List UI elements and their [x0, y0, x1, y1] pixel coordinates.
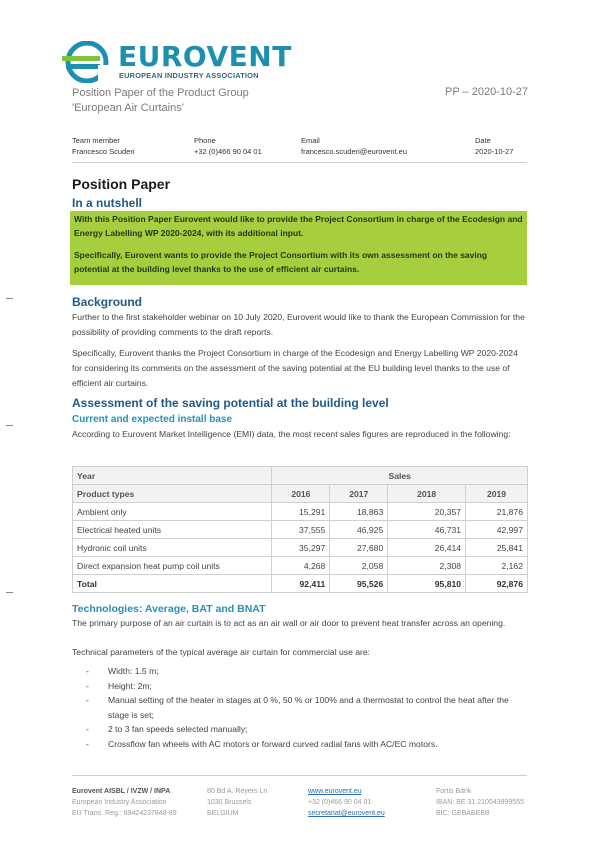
footer-bank-name: Fortis Bank	[436, 788, 472, 795]
date-label: Date	[475, 136, 491, 145]
nutshell-heading: In a nutshell	[72, 196, 143, 210]
footer-org-name: Eurovent AISBL / IVZW / INPA	[72, 788, 171, 795]
cell-value: 2,308	[388, 557, 466, 575]
cell-value: 27,680	[330, 539, 388, 557]
footer-street: 80 Bd A. Reyers Ln	[207, 788, 268, 795]
page-title: Position Paper	[72, 176, 171, 192]
footer-organization	[72, 786, 177, 819]
list-item: - 2 to 3 fan speeds selected manually;	[86, 724, 248, 734]
footer-phone: +32 (0)466 90 04 01	[308, 799, 372, 806]
technologies-heading: Technologies: Average, BAT and BNAT	[72, 603, 266, 615]
team-value: Francesco Scuderi	[72, 147, 135, 156]
row-label: Electrical heated units	[73, 521, 272, 539]
product-types-header: Product types	[73, 485, 272, 503]
eurovent-logo	[62, 40, 292, 84]
list-item-text: 2 to 3 fan speeds selected manually;	[108, 724, 248, 734]
year-2016-header: 2016	[272, 485, 330, 503]
nutshell-highlight	[70, 211, 527, 285]
row-label: Direct expansion heat pump coil units	[73, 557, 272, 575]
footer-address	[207, 786, 267, 819]
cell-value: 2,058	[330, 557, 388, 575]
cell-value: 15,291	[272, 503, 330, 521]
table-row	[73, 503, 528, 521]
phone-value: +32 (0)466 90 04 01	[194, 147, 262, 156]
cell-value: 20,357	[388, 503, 466, 521]
margin-mark	[6, 298, 13, 299]
cell-value: 46,731	[388, 521, 466, 539]
cell-value: 2,162	[466, 557, 528, 575]
nutshell-paragraph-1: With this Position Paper Eurovent would like to provide the Project Consortium in charge of the Ecodesign and Energy Labelling WP 2020-2024, with its additional input.	[74, 214, 523, 238]
logo-wordmark: EUROVENT	[118, 40, 292, 73]
footer-org-type: European Industry Association	[72, 799, 167, 806]
background-paragraph-2: Specifically, Eurovent thanks the Project Consortium in charge of the Ecodesign and Energy Labelling WP 2020-2024 for considering its comments on the assessment of the saving potential at the EU building level thanks to the use of efficient air curtains.	[72, 348, 518, 388]
list-item-text: Manual setting of the heater in stages at 0 %, 50 % or 100% and a thermostat to control the heat after the stage is set;	[108, 695, 509, 720]
footer-website-link[interactable]: www.eurovent.eu	[308, 788, 362, 795]
list-item: - Crossflow fan wheels with AC motors or forward curved radial fans with AC/EC motors.	[86, 738, 438, 749]
table-row	[73, 521, 528, 539]
install-base-subheading: Current and expected install base	[72, 414, 233, 425]
list-item-text: Width: 1.5 m;	[108, 666, 159, 676]
meta-date	[475, 135, 513, 157]
parameters-list	[86, 664, 526, 751]
eurovent-logo-icon	[62, 41, 112, 83]
year-2019-header: 2019	[466, 485, 528, 503]
year-2018-header: 2018	[388, 485, 466, 503]
list-item: - Width: 1.5 m;	[86, 666, 159, 676]
footer-register: EU Trans. Reg.: 89424237848-89	[72, 810, 177, 817]
table-header-row	[73, 467, 528, 485]
assessment-heading: Assessment of the saving potential at the building level	[72, 396, 389, 410]
margin-mark	[6, 425, 13, 426]
footer-country: BELGIUM	[207, 810, 239, 817]
total-label: Total	[73, 575, 272, 593]
total-value: 92,876	[466, 575, 528, 593]
header-divider	[72, 162, 527, 163]
footer-city: 1030 Brussels	[207, 799, 252, 806]
date-value: 2020-10-27	[475, 147, 514, 156]
row-label: Ambient only	[73, 503, 272, 521]
margin-mark	[6, 592, 13, 593]
cell-value: 18,863	[330, 503, 388, 521]
meta-phone	[194, 135, 262, 157]
footer-iban: IBAN: BE 31 210043999555	[436, 799, 524, 806]
table-row	[73, 557, 528, 575]
meta-email	[301, 135, 407, 157]
logo-subtitle: EUROPEAN INDUSTRY ASSOCIATION	[119, 71, 259, 80]
table-row	[73, 539, 528, 557]
footer-bank	[436, 786, 524, 819]
technologies-paragraph-2: Technical parameters of the typical average air curtain for commercial use are:	[72, 647, 371, 657]
year-2017-header: 2017	[330, 485, 388, 503]
list-item-text: Crossflow fan wheels with AC motors or forward curved radial fans with AC/EC motors.	[108, 738, 438, 749]
table-subheader-row	[73, 485, 528, 503]
footer-contact	[308, 786, 385, 819]
list-item: - Manual setting of the heater in stages at 0 %, 50 % or 100% and a thermostat to control the heat after the stage is set;	[86, 695, 509, 720]
cell-value: 35,297	[272, 539, 330, 557]
list-item-text: Height: 2m;	[108, 680, 152, 691]
footer-bic: BIC: GEBABEBB	[436, 810, 490, 817]
sales-table	[72, 466, 528, 593]
team-label: Team member	[72, 136, 120, 145]
document-reference: PP – 2020-10-27	[445, 86, 528, 98]
year-header: Year	[73, 467, 272, 485]
nutshell-paragraph-2: Specifically, Eurovent wants to provide the Project Consortium with its own assessment on the saving potential at the building level thanks to the use of efficient air curtains.	[74, 250, 488, 274]
cell-value: 26,414	[388, 539, 466, 557]
meta-team	[72, 135, 135, 157]
list-item: - Height: 2m;	[86, 680, 152, 691]
document-header-title	[72, 86, 249, 116]
header-title-line1: Position Paper of the Product Group	[72, 87, 249, 99]
cell-value: 21,876	[466, 503, 528, 521]
table-total-row	[73, 575, 528, 593]
assessment-intro: According to Eurovent Market Intelligence (EMI) data, the most recent sales figures are reproduced in the following:	[72, 429, 511, 439]
total-value: 95,810	[388, 575, 466, 593]
background-paragraph-1: Further to the first stakeholder webinar on 10 July 2020, Eurovent would like to thank the European Commission for the possibility of providing comments to the draft reports.	[72, 312, 525, 337]
phone-label: Phone	[194, 136, 216, 145]
technologies-paragraph-1: The primary purpose of an air curtain is to act as an air wall or air door to prevent heat transfer across an opening.	[72, 618, 506, 628]
cell-value: 42,997	[466, 521, 528, 539]
cell-value: 37,555	[272, 521, 330, 539]
email-value[interactable]: francesco.scuderi@eurovent.eu	[301, 147, 408, 156]
background-heading: Background	[72, 295, 143, 309]
sales-header: Sales	[272, 467, 528, 485]
footer-divider	[72, 775, 527, 776]
cell-value: 4,268	[272, 557, 330, 575]
cell-value: 25,841	[466, 539, 528, 557]
email-label: Email	[301, 136, 320, 145]
total-value: 92,411	[272, 575, 330, 593]
row-label: Hydronic coil units	[73, 539, 272, 557]
cell-value: 46,925	[330, 521, 388, 539]
footer-email-link[interactable]: secretariat@eurovent.eu	[308, 810, 385, 817]
header-title-line2: 'European Air Curtains'	[72, 102, 184, 114]
total-value: 95,526	[330, 575, 388, 593]
